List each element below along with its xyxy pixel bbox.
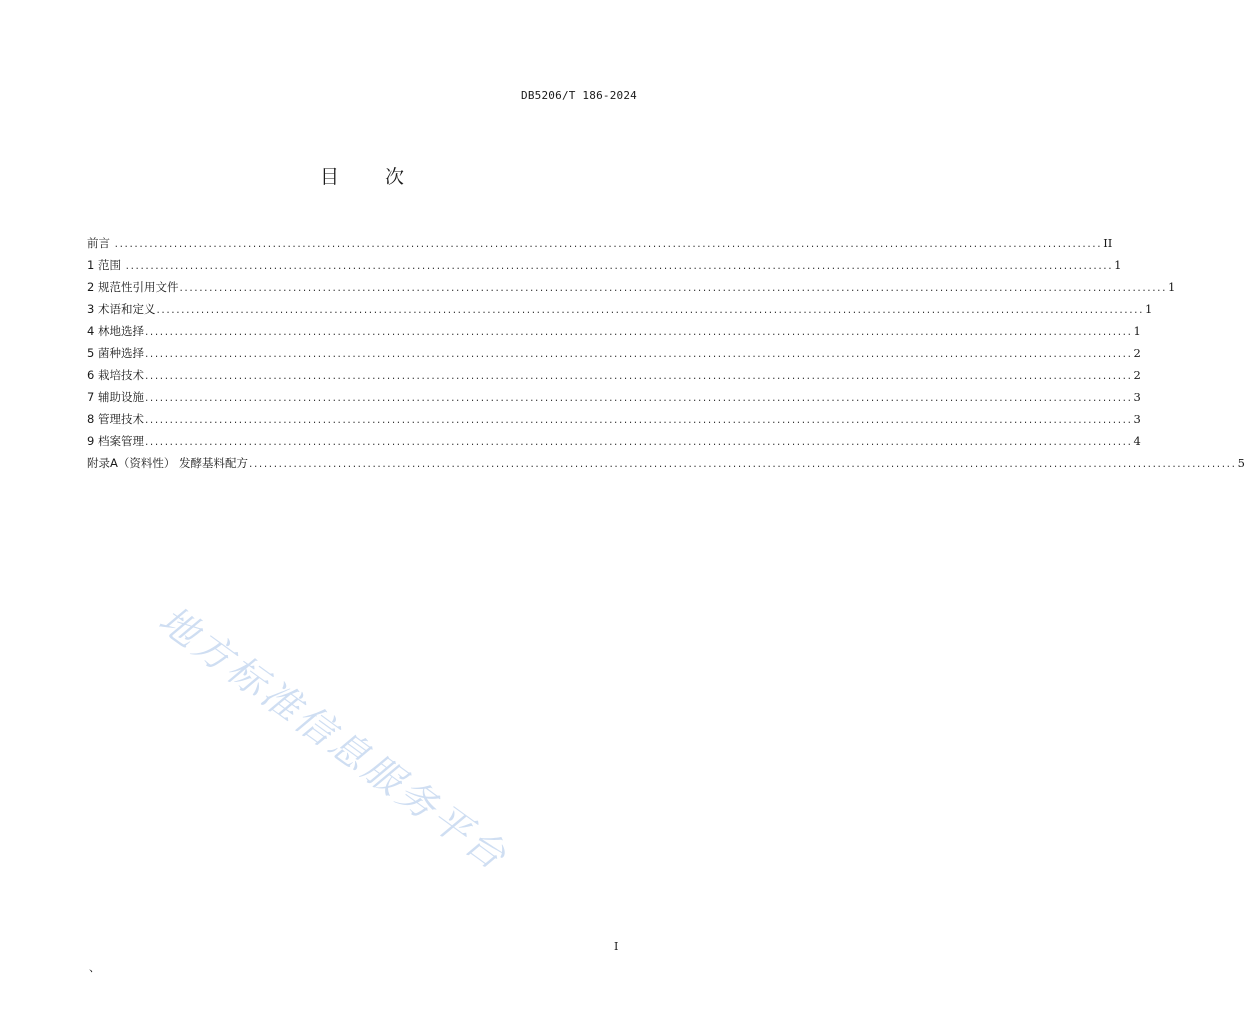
toc-entry[interactable] bbox=[87, 452, 1245, 474]
toc-entry-label: 3 术语和定义 bbox=[87, 302, 156, 316]
stray-mark: 、 bbox=[89, 961, 100, 974]
toc-title: 目 次 bbox=[319, 166, 425, 188]
toc-entry[interactable] bbox=[87, 430, 1141, 452]
toc-entry-page: 4 bbox=[1133, 434, 1141, 448]
toc-entry[interactable] bbox=[87, 342, 1141, 364]
toc-leader-dots: ........................................................................................................................................................................................................ bbox=[144, 414, 1133, 426]
toc-entry[interactable] bbox=[87, 232, 1113, 254]
toc-entry-page: 3 bbox=[1133, 390, 1141, 404]
toc-entry-label: 8 管理技术 bbox=[87, 412, 144, 426]
toc-entry-label: 附录A（资料性） 发酵基料配方 bbox=[87, 456, 249, 470]
watermark: 地方标准信息服务平台 bbox=[150, 597, 517, 880]
toc-entry-page: 3 bbox=[1133, 412, 1141, 426]
toc-entry-label: 1 范围 bbox=[87, 258, 125, 272]
toc-entry-page: 5 bbox=[1237, 456, 1245, 470]
toc-leader-dots: ........................................................................................................................................................................................................ bbox=[249, 458, 1237, 470]
toc-entry[interactable] bbox=[87, 386, 1141, 408]
table-of-contents bbox=[87, 232, 1245, 474]
toc-entry-label: 7 辅助设施 bbox=[87, 390, 144, 404]
toc-entry[interactable] bbox=[87, 408, 1141, 430]
toc-entry-page: 2 bbox=[1133, 368, 1141, 382]
toc-entry[interactable] bbox=[87, 298, 1153, 320]
toc-entry-label: 前言 bbox=[87, 236, 114, 250]
toc-leader-dots: ........................................................................................................................................................................................................ bbox=[114, 238, 1103, 250]
toc-entry[interactable] bbox=[87, 254, 1122, 276]
toc-leader-dots: ........................................................................................................................................................................................................ bbox=[125, 260, 1114, 272]
toc-entry-label: 2 规范性引用文件 bbox=[87, 280, 179, 294]
toc-entry-page: II bbox=[1103, 236, 1113, 250]
toc-entry-page: 1 bbox=[1114, 258, 1122, 272]
toc-entry[interactable] bbox=[87, 320, 1141, 342]
toc-entry-page: 1 bbox=[1145, 302, 1153, 316]
toc-leader-dots: ........................................................................................................................................................................................................ bbox=[179, 282, 1168, 294]
toc-entry-page: 2 bbox=[1133, 346, 1141, 360]
toc-entry-page: 1 bbox=[1133, 324, 1141, 338]
toc-leader-dots: ........................................................................................................................................................................................................ bbox=[144, 326, 1133, 338]
document-code: DB5206/T 186-2024 bbox=[521, 89, 637, 102]
toc-entry-label: 5 菌种选择 bbox=[87, 346, 144, 360]
toc-entry[interactable] bbox=[87, 276, 1176, 298]
toc-entry-label: 4 林地选择 bbox=[87, 324, 144, 338]
toc-entry[interactable] bbox=[87, 364, 1141, 386]
toc-leader-dots: ........................................................................................................................................................................................................ bbox=[144, 370, 1133, 382]
toc-entry-page: 1 bbox=[1168, 280, 1176, 294]
toc-entry-label: 6 栽培技术 bbox=[87, 368, 144, 382]
toc-entry-label: 9 档案管理 bbox=[87, 434, 144, 448]
toc-leader-dots: ........................................................................................................................................................................................................ bbox=[156, 304, 1145, 316]
toc-leader-dots: ........................................................................................................................................................................................................ bbox=[144, 436, 1133, 448]
toc-leader-dots: ........................................................................................................................................................................................................ bbox=[144, 392, 1133, 404]
page-number: I bbox=[614, 940, 619, 953]
toc-leader-dots: ........................................................................................................................................................................................................ bbox=[144, 348, 1133, 360]
